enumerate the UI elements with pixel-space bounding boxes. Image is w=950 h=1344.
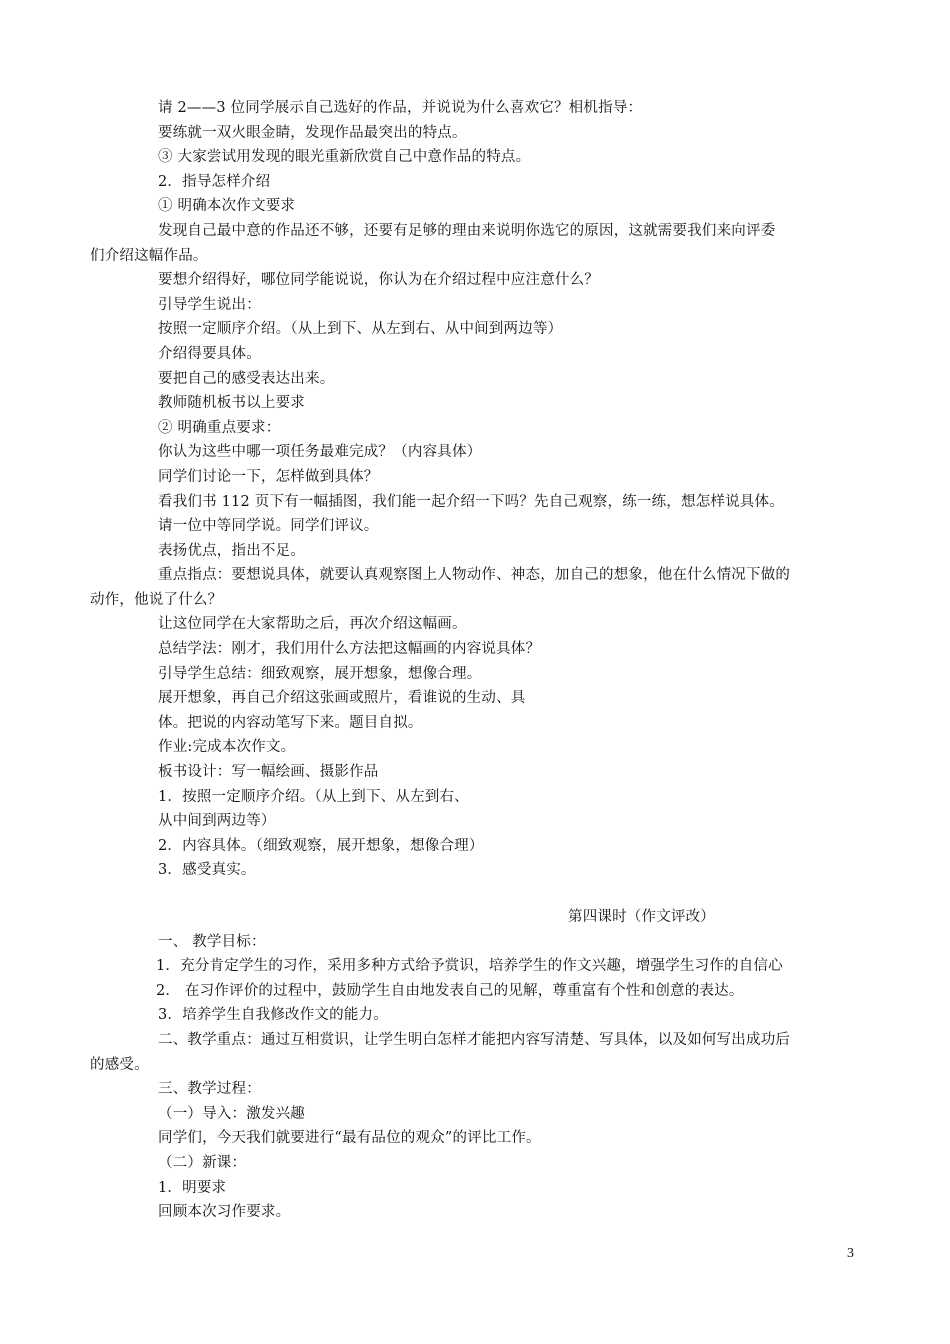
text-line: 总结学法：刚才，我们用什么方法把这幅画的内容说具体？: [158, 641, 541, 658]
text-line: 教师随机板书以上要求: [158, 395, 305, 412]
text-line: 2．内容具体。（细致观察，展开想象，想像合理）: [158, 837, 484, 854]
text-line: 从中间到两边等）: [158, 813, 276, 830]
text-line: 动作，他说了什么？: [90, 591, 223, 608]
text-line: 体。把说的内容动笔写下来。题目自拟。: [158, 714, 423, 731]
text-line: 1．充分肯定学生的习作，采用多种方式给予赏识，培养学生的作文兴趣，增强学生习作的自信心: [156, 958, 783, 975]
text-line: 看我们书 112 页下有一幅插图，我们能一起介绍一下吗？先自己观察，练一练，想怎样说具体。: [158, 493, 784, 510]
text-line: 3．感受真实。: [158, 862, 256, 879]
text-line: ③ 大家尝试用发现的眼光重新欣赏自己中意作品的特点。: [158, 149, 531, 166]
text-line: 你认为这些中哪一项任务最难完成？（内容具体）: [158, 444, 482, 461]
text-line: 发现自己最中意的作品还不够，还要有足够的理由来说明你选它的原因，这就需要我们来向评委: [158, 222, 776, 239]
text-line: 一、 教学目标：: [158, 933, 266, 950]
text-line: 要把自己的感受表达出来。: [158, 370, 335, 387]
text-line: 三、教学过程：: [158, 1081, 261, 1098]
text-line: 作业:完成本次作文。: [158, 739, 296, 756]
text-line: 介绍得要具体。: [158, 345, 261, 362]
text-line: 要练就一双火眼金睛，发现作品最突出的特点。: [158, 124, 467, 141]
text-line: 引导学生说出：: [158, 296, 261, 313]
text-line: 的感受。: [90, 1056, 149, 1073]
text-line: 1．明要求: [158, 1179, 227, 1196]
text-line: 引导学生总结：细致观察，展开想象，想像合理。: [158, 665, 482, 682]
text-line: 请 2——3 位同学展示自己选好的作品，并说说为什么喜欢它？相机指导：: [158, 100, 643, 116]
document-body: [90, 96, 862, 1225]
text-line: ② 明确重点要求：: [158, 419, 281, 436]
section-title: 第四课时（作文评改）: [568, 909, 715, 925]
text-line: 同学们，今天我们就要进行“最有品位的观众”的评比工作。: [158, 1130, 541, 1147]
text-line: 二、教学重点：通过互相赏识，让学生明白怎样才能把内容写清楚、写具体，以及如何写出成功后: [158, 1031, 791, 1048]
text-line: 2． 在习作评价的过程中，鼓励学生自由地发表自己的见解，尊重富有个性和创意的表达。: [156, 982, 744, 999]
text-line: 3．培养学生自我修改作文的能力。: [158, 1007, 388, 1024]
text-line: 要想介绍得好，哪位同学能说说，你认为在介绍过程中应注意什么？: [158, 272, 599, 289]
text-line: 让这位同学在大家帮助之后，再次介绍这幅画。: [158, 616, 467, 633]
text-line: （二）新课：: [158, 1154, 247, 1171]
text-line: ① 明确本次作文要求: [158, 198, 296, 215]
text-line: 板书设计：写一幅绘画、摄影作品: [158, 764, 379, 781]
page-number: 3: [847, 1246, 854, 1261]
text-line: 1．按照一定顺序介绍。（从上到下、从左到右、: [158, 788, 469, 805]
text-line: 2．指导怎样介绍: [158, 173, 271, 190]
text-line: 回顾本次习作要求。: [158, 1204, 291, 1221]
text-line: 们介绍这幅作品。: [90, 247, 208, 264]
text-line: 表扬优点，指出不足。: [158, 542, 305, 559]
text-line: 请一位中等同学说。同学们评议。: [158, 518, 379, 535]
text-line: 按照一定顺序介绍。（从上到下、从左到右、从中间到两边等）: [158, 321, 563, 338]
text-line: （一）导入：激发兴趣: [158, 1105, 305, 1122]
section-gap: [90, 883, 862, 905]
text-line: 同学们讨论一下，怎样做到具体？: [158, 468, 379, 485]
text-line: 重点指点：要想说具体，就要认真观察图上人物动作、神态，加自己的想象，他在什么情况下做的: [158, 567, 791, 584]
text-line: 展开想象，再自己介绍这张画或照片，看谁说的生动、具: [158, 690, 526, 707]
